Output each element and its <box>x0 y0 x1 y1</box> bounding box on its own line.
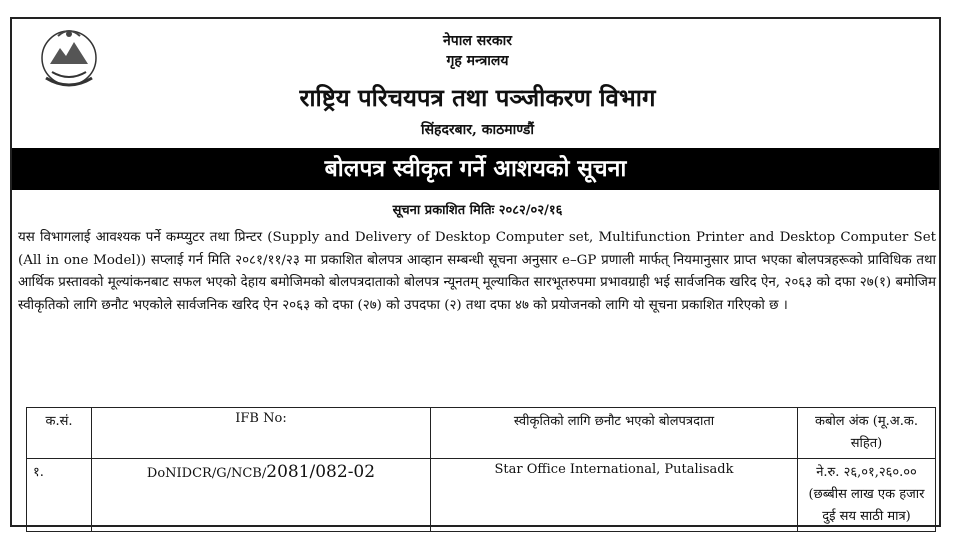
department-title: राष्ट्रिय परिचयपत्र तथा पञ्जीकरण विभाग <box>299 83 656 112</box>
table-header-row <box>27 408 936 459</box>
notice-body: यस विभागलाई आवश्यक पर्ने कम्प्युटर तथा प्रिन्टर (Supply and Delivery of Desktop Computer set, Multifunction Printer and Desktop Computer Set (All in one Model)) सप्लाई गर्न मिति २०८१/११/२३ मा प्रकाशित बोलपत्र आव्हान सम्बन्धी सूचना अनुसार e–GP प्रणाली मार्फत् नियमानुसार प्राप्त भएका बोलपत्रहरूको प्राविधिक तथा आर्थिक प्रस्तावको मूल्यांकनबाट सफल भएको देहाय बमोजिमको बोलपत्रदाताको बोलपत्र न्यूनतम् मूल्याकित सारभूतरुपमा प्रभावग्राही भई सार्वजनिक खरिद ऐन, २०६३ को दफा २७(१) बमोजिम स्वीकृतिको लागि छनौट भएकोले सार्वजनिक खरिद ऐन २०६३ को दफा (२७) को उपदफा (२) तथा दफा ४७ को प्रयोजनको लागि यो सूचना प्रकाशित गरिएको छ । <box>18 230 936 314</box>
published-label: सूचना प्रकाशित मितिः <box>392 203 495 218</box>
row-sn: १. <box>27 459 92 532</box>
ministry-name: गृह मन्त्रालय <box>446 53 509 69</box>
amount-words: (छब्बीस लाख एक हजार दुई सय साठी मात्र) <box>808 487 925 524</box>
ifb-prefix: DoNIDCR/G/NCB/ <box>146 466 267 481</box>
award-table <box>26 407 936 532</box>
header-sn: क.सं. <box>27 408 92 459</box>
table-row <box>27 459 936 532</box>
notice-banner: बोलपत्र स्वीकृत गर्ने आशयको सूचना <box>12 148 939 190</box>
ifb-number: 2081/082-02 <box>266 462 376 482</box>
row-ifb <box>92 459 431 532</box>
address: सिंहदरबार, काठमाण्डौं <box>420 122 535 138</box>
row-amount <box>798 459 936 532</box>
row-bidder: Star Office International, Putalisadk <box>431 459 798 532</box>
header-ifb: IFB No: <box>92 408 431 459</box>
notice-page <box>10 17 941 527</box>
government-name: नेपाल सरकार <box>442 33 512 49</box>
published-date-line <box>12 200 943 218</box>
published-date: २०८२/०२/१६ <box>498 203 563 218</box>
amount-figure: ने.रु. २६,०१,२६०.०० <box>816 465 917 480</box>
header-amount: कबोल अंक (मू.अ.क. सहित) <box>798 408 936 459</box>
header-bidder: स्वीकृतिको लागि छनौट भएको बोलपत्रदाता <box>431 408 798 459</box>
